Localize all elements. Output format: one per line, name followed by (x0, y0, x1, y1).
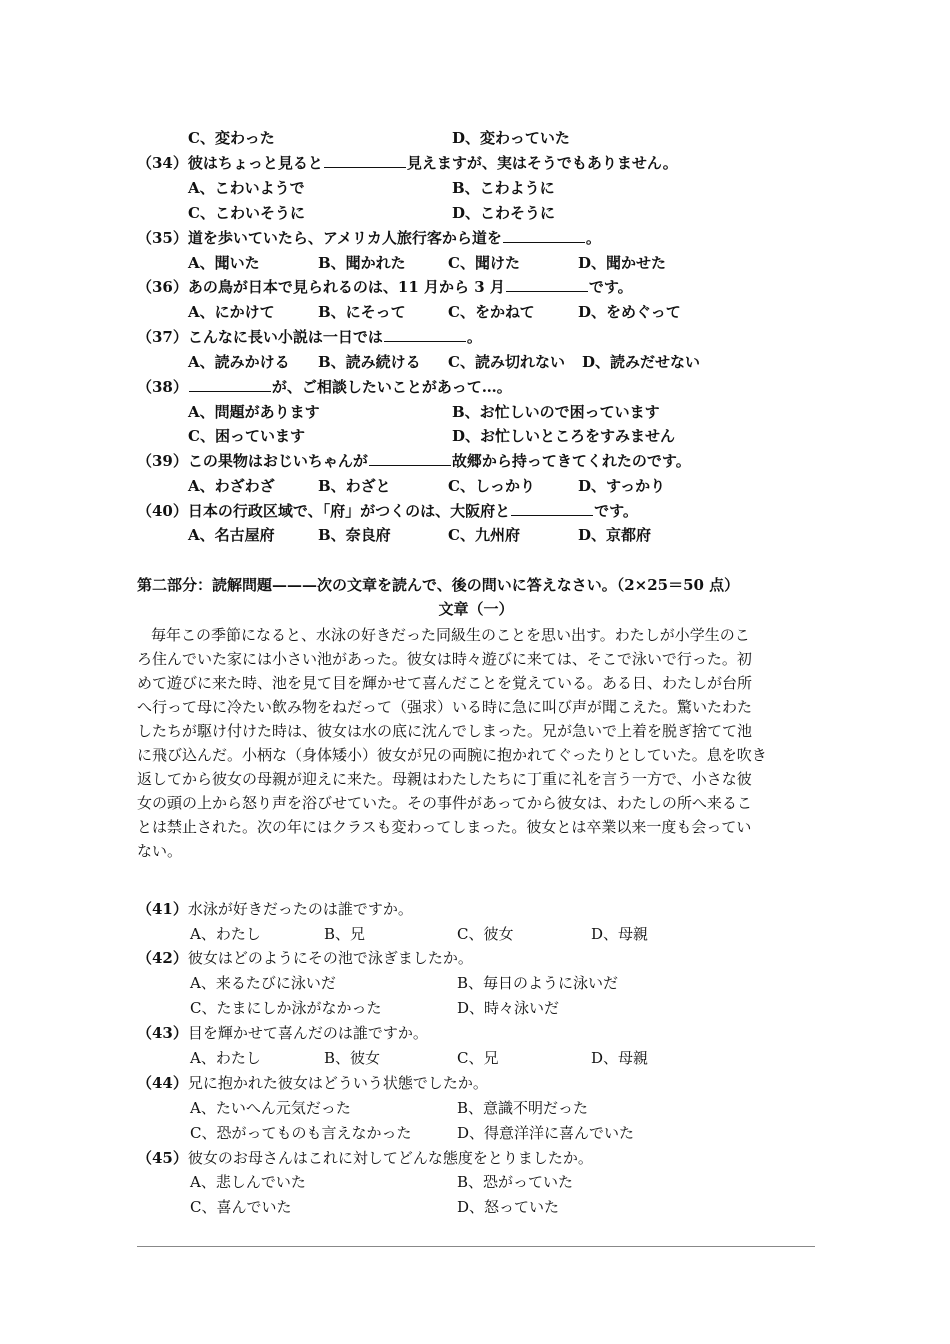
q40-option-d: D、京都府 (578, 526, 652, 544)
q37-option-c: C、読み切れない (448, 353, 565, 371)
q35-option-d: D、聞かせた (578, 254, 667, 272)
question-text: 目を輝かせて喜んだのは誰ですか。 (187, 1024, 428, 1042)
q38-option-b: B、お忙しいので困っています (452, 403, 660, 421)
q41-option-c: C、彼女 (457, 925, 514, 943)
question-number: （43） (137, 1024, 188, 1042)
q39-option-a: A、わざわざ (188, 477, 275, 495)
passage-line: したちが駆け付けた時は、彼女は水の底に沈んでしまった。兄が急いで上着を脱ぎ捨てて池 (137, 722, 753, 740)
answer-blank (503, 228, 585, 243)
question-text: 水泳が好きだったのは誰ですか。 (187, 900, 413, 918)
q45-option-d: D、怒っていた (457, 1198, 560, 1216)
q40-option-a: A、名古屋府 (188, 526, 275, 544)
passage-line: 女の頭の上から怒り声を浴びせていた。その事件があってから彼女は、わたしの所へ来るこ (137, 794, 752, 812)
question-text-post: 。 (466, 328, 482, 346)
question-text: 兄に抱かれた彼女はどういう状態でしたか。 (187, 1074, 488, 1092)
answer-blank (324, 153, 406, 168)
question-42 (137, 947, 473, 969)
answer-blank (506, 277, 588, 292)
q42-option-b: B、毎日のように泳いだ (457, 974, 619, 992)
question-text-post: 故郷から持ってきてくれたのです。 (451, 452, 691, 470)
question-text: 彼女のお母さんはこれに対してどんな態度をとりましたか。 (187, 1149, 593, 1167)
question-41 (137, 898, 413, 920)
q44-option-c: C、恐がってものも言えなかった (190, 1124, 412, 1142)
q33-option-c: C、変わった (188, 129, 275, 147)
q45-option-b: B、恐がっていた (457, 1173, 574, 1191)
question-37 (137, 326, 482, 348)
passage-line: 毎年この季節になると、水泳の好きだった同級生のことを思い出す。わたしが小学生のこ (151, 626, 750, 644)
answer-blank (511, 501, 593, 516)
answer-blank (369, 451, 451, 466)
q38-option-a: A、問題があります (188, 403, 320, 421)
q34-option-a: A、こわいようで (188, 179, 305, 197)
question-43 (137, 1022, 428, 1044)
q41-option-d: D、母親 (591, 925, 649, 943)
q43-option-d: D、母親 (591, 1049, 649, 1067)
q39-option-b: B、わざと (318, 477, 391, 495)
question-text-pre: 道を歩いていたら、アメリカ人旅行客から道を (187, 229, 502, 247)
answer-blank (189, 377, 271, 392)
passage-line: に飛び込んだ。小柄な（身体矮小）彼女が兄の両腕に抱かれてぐったりとしていた。息を吹き (137, 746, 767, 764)
q42-option-d: D、時々泳いだ (457, 999, 560, 1017)
q36-option-d: D、をめぐって (578, 303, 681, 321)
question-number: （37） (137, 328, 188, 346)
q37-option-a: A、読みかける (188, 353, 290, 371)
q37-option-b: B、読み続ける (318, 353, 421, 371)
q38-option-c: C、困っています (188, 427, 305, 445)
question-number: （39） (137, 452, 188, 470)
q37-option-d: D、読みだせない (582, 353, 701, 371)
question-text-post: 見えますが、実はそうでもありません。 (406, 154, 678, 172)
passage-line: とは禁止された。次の年にはクラスも変わってしまった。彼女とは卒業以来一度も会ってい (137, 818, 752, 836)
passage-line: めて遊びに来た時、池を見て目を輝かせて喜んだことを覚えている。ある日、わたしが台所 (137, 674, 753, 692)
question-text-post: です。 (588, 278, 633, 296)
question-number: （44） (137, 1074, 188, 1092)
question-text-pre: 日本の行政区域で、「府」がつくのは、大阪府と (187, 502, 511, 520)
question-number: （41） (137, 900, 188, 918)
question-text-pre: こんなに長い小説は一日では (187, 328, 383, 346)
q39-option-c: C、しっかり (448, 477, 535, 495)
answer-blank (384, 327, 466, 342)
q44-option-a: A、たいへん元気だった (190, 1099, 351, 1117)
q43-option-a: A、わたし (190, 1049, 261, 1067)
q40-option-c: C、九州府 (448, 526, 520, 544)
question-text-pre: この果物はおじいちゃんが (187, 452, 368, 470)
question-number: （45） (137, 1149, 188, 1167)
question-number: （36） (137, 278, 188, 296)
question-number: （34） (137, 154, 188, 172)
passage-line: 返してから彼女の母親が迎えに来た。母親はわたしたちに丁重に礼を言う一方で、小さな彼 (137, 770, 752, 788)
q40-option-b: B、奈良府 (318, 526, 391, 544)
q43-option-c: C、兄 (457, 1049, 499, 1067)
q36-option-b: B、にそって (318, 303, 406, 321)
question-34 (137, 152, 678, 174)
q35-option-a: A、聞いた (188, 254, 260, 272)
q42-option-a: A、来るたびに泳いだ (190, 974, 336, 992)
question-44 (137, 1072, 488, 1094)
q45-option-c: C、喜んでいた (190, 1198, 292, 1216)
question-number: （40） (137, 502, 188, 520)
footer-rule (137, 1246, 815, 1247)
question-35 (137, 227, 601, 249)
question-36 (137, 276, 633, 298)
q35-option-c: C、聞けた (448, 254, 520, 272)
question-text-pre: 彼はちょっと見ると (187, 154, 323, 172)
q43-option-b: B、彼女 (324, 1049, 381, 1067)
q44-option-b: B、意識不明だった (457, 1099, 589, 1117)
q34-option-c: C、こわいそうに (188, 204, 305, 222)
question-40 (137, 500, 638, 522)
question-text: 彼女はどのようにその池で泳ぎましたか。 (187, 949, 473, 967)
passage-line: へ行って母に冷たい飲み物をねだって（强求）いる時に急に叫び声が聞こえた。驚いたわた (137, 698, 753, 716)
reading-passage (137, 623, 815, 863)
question-38 (137, 376, 512, 398)
question-39 (137, 450, 691, 472)
passage-line: ない。 (137, 842, 183, 860)
question-number: （35） (137, 229, 188, 247)
q39-option-d: D、すっかり (578, 477, 666, 495)
question-number: （38） (137, 378, 188, 396)
q38-option-d: D、お忙しいところをすみません (452, 427, 676, 445)
q34-option-d: D、こわそうに (452, 204, 556, 222)
q41-option-b: B、兄 (324, 925, 366, 943)
question-text-post: 。 (585, 229, 601, 247)
q36-option-a: A、にかけて (188, 303, 275, 321)
passage-line: ろ住んでいた家には小さい池があった。彼女は時々遊びに来ては、そこで泳いで行った。初 (137, 650, 752, 668)
q44-option-d: D、得意洋洋に喜んでいた (457, 1124, 635, 1142)
question-text-pre: あの鳥が日本で見られるのは、11 月から 3 月 (187, 278, 505, 296)
q36-option-c: C、をかねて (448, 303, 535, 321)
question-text-post: です。 (594, 502, 638, 520)
article-title: 文章（一） (438, 600, 514, 618)
q35-option-b: B、聞かれた (318, 254, 406, 272)
question-45 (137, 1147, 593, 1169)
q42-option-c: C、たまにしか泳がなかった (190, 999, 382, 1017)
question-text-post: が、ご相談したいことがあって…。 (271, 378, 512, 396)
q45-option-a: A、悲しんでいた (190, 1173, 306, 1191)
q33-option-d: D、変わっていた (452, 129, 570, 147)
section-heading: 第二部分：読解問題———次の文章を読んで、後の問いに答えなさい。（2×25＝50 点） (137, 576, 740, 594)
question-number: （42） (137, 949, 188, 967)
q41-option-a: A、わたし (190, 925, 261, 943)
q34-option-b: B、こわように (452, 179, 555, 197)
